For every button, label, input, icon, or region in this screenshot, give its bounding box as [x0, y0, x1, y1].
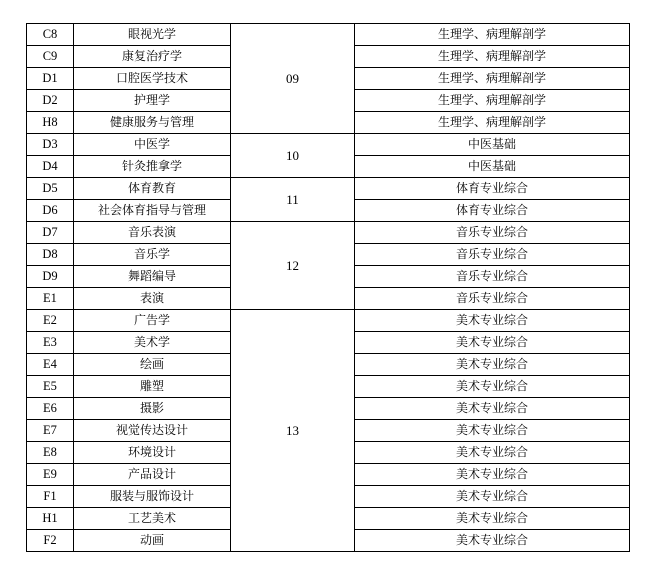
- group-number: 09: [231, 24, 355, 134]
- exam-subject: 美术专业综合: [355, 508, 630, 530]
- exam-subject: 美术专业综合: [355, 486, 630, 508]
- major-code: E2: [27, 310, 74, 332]
- major-code: D9: [27, 266, 74, 288]
- exam-subject: 生理学、病理解剖学: [355, 68, 630, 90]
- exam-subject: 美术专业综合: [355, 354, 630, 376]
- exam-subject: 音乐专业综合: [355, 266, 630, 288]
- major-name: 健康服务与管理: [74, 112, 231, 134]
- major-name: 康复治疗学: [74, 46, 231, 68]
- exam-subject: 美术专业综合: [355, 420, 630, 442]
- major-code: E7: [27, 420, 74, 442]
- table-row: [27, 222, 630, 244]
- exam-subject: 美术专业综合: [355, 530, 630, 552]
- exam-subject: 中医基础: [355, 134, 630, 156]
- exam-subject: 生理学、病理解剖学: [355, 24, 630, 46]
- major-name: 针灸推拿学: [74, 156, 231, 178]
- major-name: 表演: [74, 288, 231, 310]
- table-row: [27, 24, 630, 46]
- major-code: C8: [27, 24, 74, 46]
- major-name: 动画: [74, 530, 231, 552]
- major-name: 视觉传达设计: [74, 420, 231, 442]
- major-name: 音乐表演: [74, 222, 231, 244]
- major-name: 服装与服饰设计: [74, 486, 231, 508]
- major-code: D1: [27, 68, 74, 90]
- exam-subject: 生理学、病理解剖学: [355, 46, 630, 68]
- major-code: E9: [27, 464, 74, 486]
- exam-subject: 美术专业综合: [355, 310, 630, 332]
- exam-subject: 音乐专业综合: [355, 288, 630, 310]
- group-number: 12: [231, 222, 355, 310]
- major-code: E6: [27, 398, 74, 420]
- major-name: 中医学: [74, 134, 231, 156]
- major-name: 音乐学: [74, 244, 231, 266]
- major-code: C9: [27, 46, 74, 68]
- major-name: 雕塑: [74, 376, 231, 398]
- major-name: 社会体育指导与管理: [74, 200, 231, 222]
- major-name: 摄影: [74, 398, 231, 420]
- major-name: 体育教育: [74, 178, 231, 200]
- major-code: F1: [27, 486, 74, 508]
- exam-subject: 音乐专业综合: [355, 244, 630, 266]
- major-code: H8: [27, 112, 74, 134]
- major-name: 口腔医学技术: [74, 68, 231, 90]
- exam-subject: 美术专业综合: [355, 332, 630, 354]
- major-name: 美术学: [74, 332, 231, 354]
- group-number: 10: [231, 134, 355, 178]
- group-number: 13: [231, 310, 355, 552]
- exam-subject: 体育专业综合: [355, 200, 630, 222]
- major-code: E3: [27, 332, 74, 354]
- major-code: E5: [27, 376, 74, 398]
- table-row: [27, 310, 630, 332]
- major-name: 护理学: [74, 90, 231, 112]
- group-number: 11: [231, 178, 355, 222]
- major-name: 广告学: [74, 310, 231, 332]
- exam-subject: 生理学、病理解剖学: [355, 112, 630, 134]
- major-code: D3: [27, 134, 74, 156]
- major-name: 产品设计: [74, 464, 231, 486]
- exam-subject: 美术专业综合: [355, 398, 630, 420]
- exam-subject: 中医基础: [355, 156, 630, 178]
- major-code: F2: [27, 530, 74, 552]
- major-code: E8: [27, 442, 74, 464]
- major-name: 舞蹈编导: [74, 266, 231, 288]
- major-code: D4: [27, 156, 74, 178]
- major-code: H1: [27, 508, 74, 530]
- major-name: 绘画: [74, 354, 231, 376]
- major-name: 环境设计: [74, 442, 231, 464]
- table-row: [27, 134, 630, 156]
- major-code: E1: [27, 288, 74, 310]
- exam-subject: 生理学、病理解剖学: [355, 90, 630, 112]
- exam-subject: 体育专业综合: [355, 178, 630, 200]
- major-code: D5: [27, 178, 74, 200]
- major-code: D7: [27, 222, 74, 244]
- exam-subject: 美术专业综合: [355, 376, 630, 398]
- major-code: E4: [27, 354, 74, 376]
- exam-subject: 美术专业综合: [355, 442, 630, 464]
- major-name: 眼视光学: [74, 24, 231, 46]
- exam-subject: 美术专业综合: [355, 464, 630, 486]
- major-code: D6: [27, 200, 74, 222]
- exam-subject: 音乐专业综合: [355, 222, 630, 244]
- major-name: 工艺美术: [74, 508, 231, 530]
- subject-table: [26, 23, 630, 552]
- major-code: D8: [27, 244, 74, 266]
- table-row: [27, 178, 630, 200]
- major-code: D2: [27, 90, 74, 112]
